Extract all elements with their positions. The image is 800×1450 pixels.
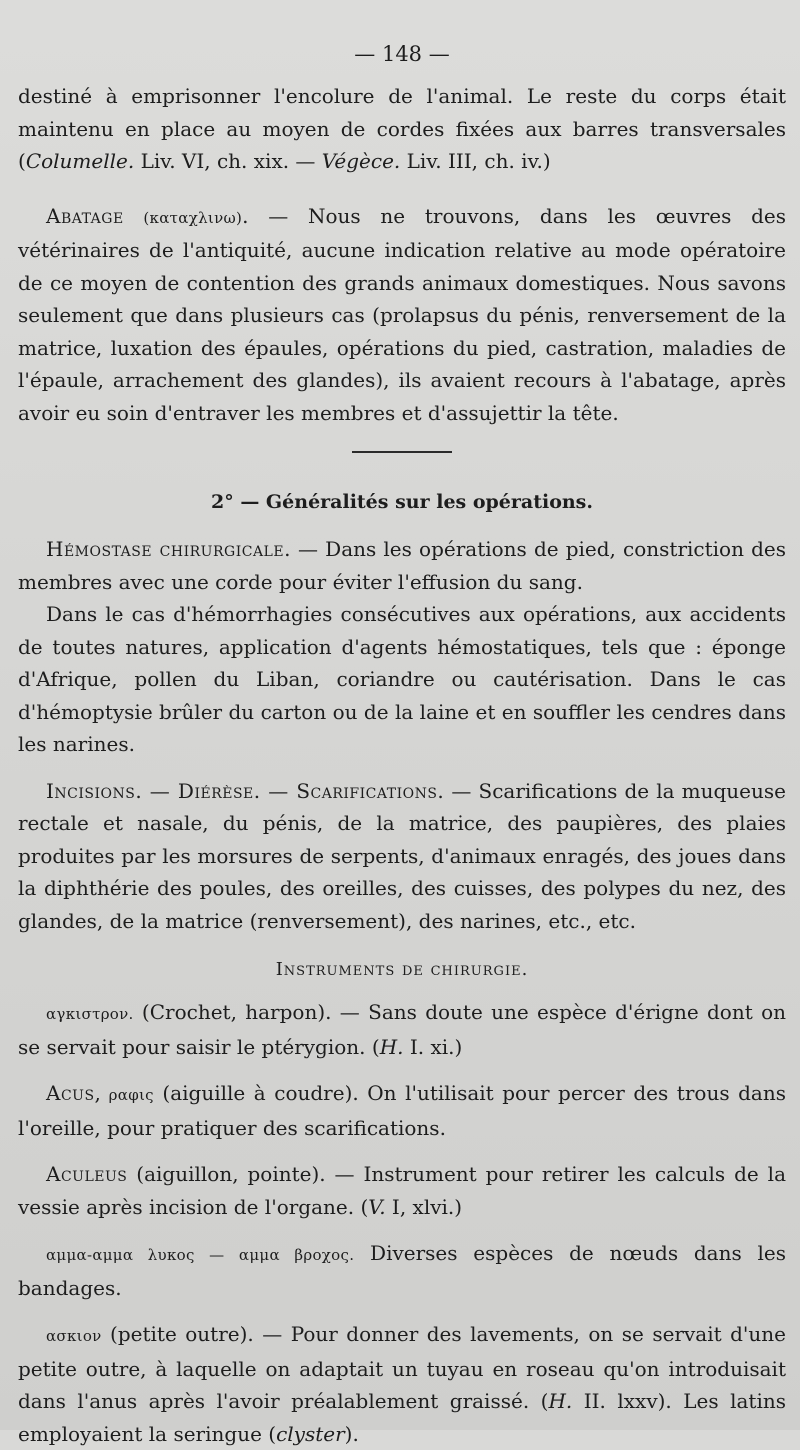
- text-run: (petite outre). — Pour donner des lavements, on se servait d'une petite outre, à laquelle on adaptait un tuyau en roseau qu'on introduisait dans l'anus après l'avoir préalablement graissé. (: [18, 1322, 786, 1413]
- text-run: (aiguille à coudre). On l'utilisait pour percer des trous dans l'oreille, pour pratiquer des scarifications.: [18, 1081, 786, 1140]
- entry-agkistron: [18, 996, 786, 1063]
- text-run: (Crochet, harpon). — Sans doute une espèce d'érigne dont on se servait pour saisir le ptérygion. (: [18, 1000, 786, 1059]
- page-number: — 148 —: [354, 42, 450, 66]
- text-run: — Scarifications de la muqueuse rectale et nasale, du pénis, de la matrice, des paupières, des plaies produites par les morsures de serpents, d'animaux enragés, des joues dans la diphthérie des poules, des oreilles, des cuisses, des polypes du nez, des glandes, de la matrice (renversement), des narines, etc., etc.: [18, 778, 786, 933]
- citation: H.: [379, 1034, 404, 1059]
- greek-term: ασκιον: [46, 1327, 102, 1345]
- paragraph-abatage: [18, 200, 786, 430]
- citation: clyster: [276, 1421, 345, 1446]
- paragraph-incisions: [18, 775, 786, 938]
- citation: H.: [548, 1389, 573, 1413]
- text-run: I. xi.): [403, 1034, 463, 1059]
- text-run: . — Nous ne trouvons, dans les œuvres des vétérinaires de l'antiquité, aucune indication relative au mode opératoire de ce moyen de contention des grands animaux domestiques. Nous savons seulement que dans plusieurs cas (prolapsus du pénis, renversement de la matrice, luxation des épaules, opérations du pied, castration, maladies de l'épaule, arrachement des glandes), ils avaient recours à l'abatage, après avoir eu soin d'entraver les membres et d'assujettir la tête.: [18, 203, 786, 425]
- text-run: I, xlvi.): [385, 1194, 463, 1219]
- text-run: Liv. III, ch. iv.): [400, 149, 551, 173]
- greek-term: (καταχλινω): [143, 208, 243, 227]
- entry-amma: [18, 1237, 786, 1304]
- instruments-heading: Instruments de chirurgie.: [275, 959, 529, 980]
- paragraph-continuation: [18, 80, 786, 178]
- entry-acus: [18, 1077, 786, 1144]
- entry-heading: Aculeus: [46, 1162, 128, 1186]
- citation: V.: [368, 1194, 386, 1219]
- greek-term: ραφις: [101, 1086, 154, 1104]
- section-title: 2° — Généralités sur les opérations.: [210, 491, 593, 513]
- greek-term: αγκιστρον.: [46, 1005, 134, 1023]
- entry-heading: Hémostase chirurgicale.: [46, 537, 291, 561]
- text-run: destiné à emprisonner l'encolure de l'animal. Le reste du corps était maintenu en place au moyen de cordes fixées aux barres transversales (: [18, 84, 786, 173]
- entry-heading: Incisions. — Diérèse. — Scarifications.: [46, 778, 445, 803]
- text-run: II. lxxv). Les latins employaient la seringue (: [18, 1389, 787, 1446]
- citation: Columelle.: [25, 149, 135, 173]
- entry-askion: [18, 1318, 786, 1450]
- text-run: Diverses espèces de nœuds dans les bandages.: [18, 1241, 786, 1300]
- text-run: Liv. VI, ch. xix. —: [134, 149, 322, 173]
- text-run: Dans le cas d'hémorrhagies consécutives aux opérations, aux accidents de toutes natures, application d'agents hémostatiques, tels que : éponge d'Afrique, pollen du Liban, coriandre ou cautérisation. Dans le cas d'hémoptysie brûler du carton ou de la laine et en souffler les cendres dans les narines.: [18, 602, 786, 756]
- entry-aculeus: [18, 1158, 786, 1223]
- paragraph-hemorrhagies: [18, 598, 786, 761]
- entry-heading: Acus,: [46, 1081, 102, 1105]
- text-run: (aiguillon, pointe). — Instrument pour retirer les calculs de la vessie après incision de l'organe. (: [18, 1162, 786, 1219]
- text-run: — Dans les opérations de pied, constriction des membres avec une corde pour éviter l'effusion du sang.: [18, 537, 786, 594]
- text-run: ).: [344, 1421, 359, 1446]
- paragraph-hemostase: [18, 533, 786, 598]
- entry-heading: Abatage: [46, 203, 124, 228]
- section-divider: [352, 451, 452, 453]
- greek-term: αμμα-αμμα λυκος — αμμα βροχος.: [46, 1246, 355, 1264]
- citation: Végèce.: [321, 149, 401, 173]
